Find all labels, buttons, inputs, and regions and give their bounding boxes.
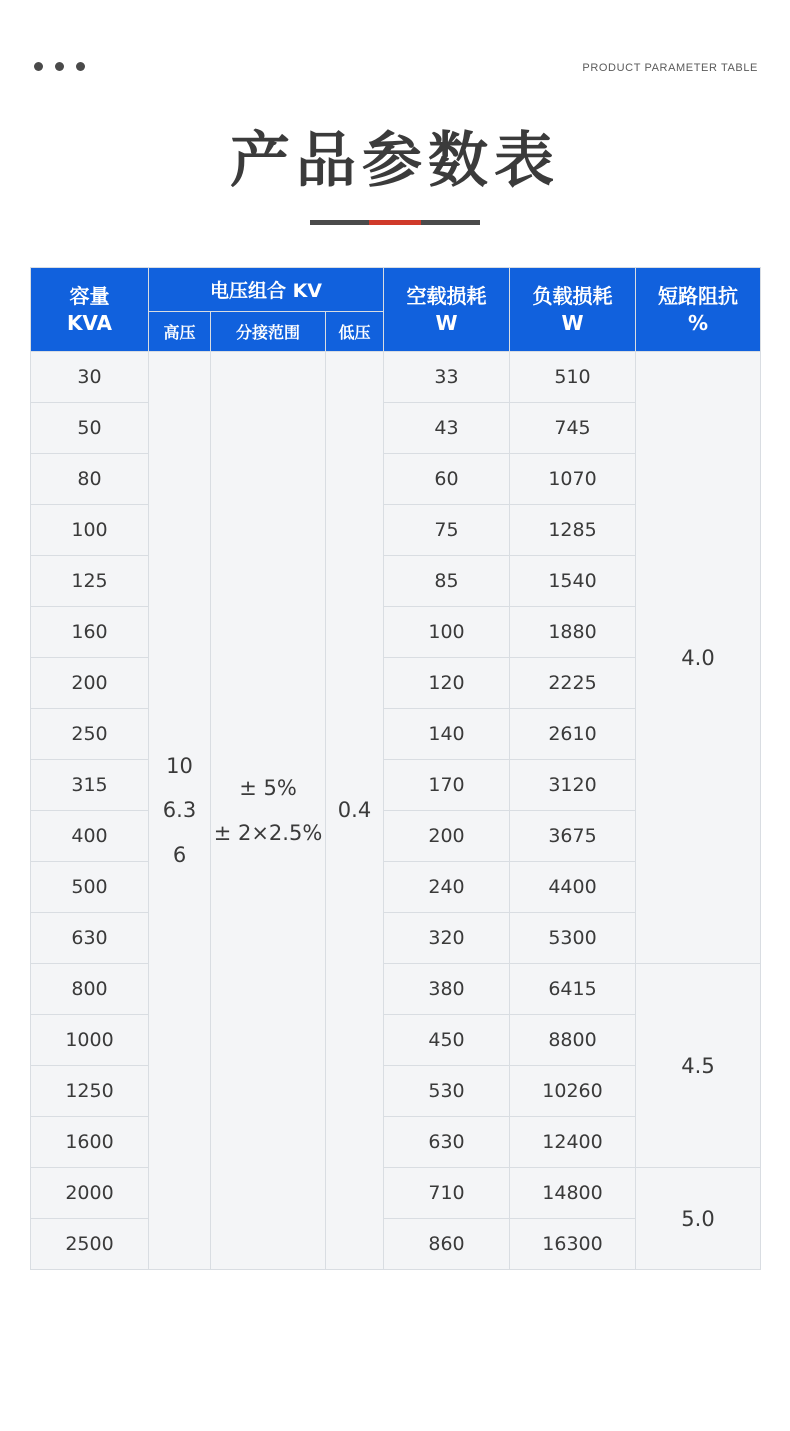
header-hv: 高压 [149, 312, 211, 352]
title-divider [310, 220, 480, 225]
header-load-line1: 负载损耗 [532, 283, 613, 308]
tap-value: ± 2×2.5% [213, 820, 323, 845]
header-no-load-line2: W [435, 310, 458, 335]
header-tap-range: 分接范围 [211, 312, 326, 352]
cell-impedance: 4.0 [636, 352, 761, 964]
hv-value: 10 [166, 754, 193, 779]
cell-load-loss: 8800 [510, 1015, 636, 1066]
header-load-loss [510, 268, 636, 352]
table-row [31, 1168, 761, 1219]
header-no-load-line1: 空载损耗 [406, 283, 487, 308]
cell-no-load-loss: 170 [384, 760, 510, 811]
dot-icon [34, 62, 43, 71]
cell-no-load-loss: 33 [384, 352, 510, 403]
table-head [31, 268, 761, 352]
header-no-load-loss [384, 268, 510, 352]
table-body [31, 352, 761, 1270]
table-row [31, 964, 761, 1015]
cell-capacity: 2500 [31, 1219, 149, 1270]
cell-load-loss: 1540 [510, 556, 636, 607]
cell-tap-range [211, 352, 326, 1270]
header-capacity [31, 268, 149, 352]
cell-capacity: 1600 [31, 1117, 149, 1168]
cell-capacity: 800 [31, 964, 149, 1015]
cell-load-loss: 10260 [510, 1066, 636, 1117]
cell-no-load-loss: 380 [384, 964, 510, 1015]
cell-hv-values [149, 352, 211, 1270]
cell-load-loss: 16300 [510, 1219, 636, 1270]
cell-capacity: 80 [31, 454, 149, 505]
cell-capacity: 400 [31, 811, 149, 862]
hv-value: 6.3 [162, 798, 197, 823]
decorative-dots [34, 62, 85, 71]
cell-load-loss: 14800 [510, 1168, 636, 1219]
eyebrow-text: PRODUCT PARAMETER TABLE [582, 62, 758, 74]
cell-no-load-loss: 75 [384, 505, 510, 556]
header-capacity-line1: 容量 [69, 283, 110, 308]
cell-lv-value: 0.4 [326, 352, 384, 1270]
cell-load-loss: 1285 [510, 505, 636, 556]
cell-load-loss: 5300 [510, 913, 636, 964]
cell-capacity: 1250 [31, 1066, 149, 1117]
page-title: 产品参数表 [230, 126, 560, 196]
cell-load-loss: 1880 [510, 607, 636, 658]
cell-no-load-loss: 710 [384, 1168, 510, 1219]
header-voltage-group: 电压组合 KV [149, 268, 384, 312]
cell-no-load-loss: 450 [384, 1015, 510, 1066]
cell-load-loss: 6415 [510, 964, 636, 1015]
cell-load-loss: 12400 [510, 1117, 636, 1168]
cell-capacity: 2000 [31, 1168, 149, 1219]
header-load-line2: W [561, 310, 584, 335]
cell-capacity: 315 [31, 760, 149, 811]
cell-capacity: 500 [31, 862, 149, 913]
cell-impedance: 4.5 [636, 964, 761, 1168]
cell-impedance: 5.0 [636, 1168, 761, 1270]
page-header [0, 0, 790, 110]
cell-no-load-loss: 530 [384, 1066, 510, 1117]
cell-no-load-loss: 120 [384, 658, 510, 709]
cell-load-loss: 745 [510, 403, 636, 454]
cell-no-load-loss: 100 [384, 607, 510, 658]
cell-load-loss: 2225 [510, 658, 636, 709]
cell-no-load-loss: 200 [384, 811, 510, 862]
cell-capacity: 160 [31, 607, 149, 658]
cell-load-loss: 2610 [510, 709, 636, 760]
cell-no-load-loss: 140 [384, 709, 510, 760]
cell-capacity: 200 [31, 658, 149, 709]
cell-capacity: 100 [31, 505, 149, 556]
cell-capacity: 1000 [31, 1015, 149, 1066]
cell-load-loss: 3675 [510, 811, 636, 862]
cell-load-loss: 1070 [510, 454, 636, 505]
dot-icon [76, 62, 85, 71]
cell-no-load-loss: 240 [384, 862, 510, 913]
dot-icon [55, 62, 64, 71]
table-row [31, 352, 761, 403]
title-block [0, 128, 790, 225]
header-capacity-line2: KVA [66, 310, 113, 335]
parameter-table [30, 267, 761, 1270]
cell-no-load-loss: 630 [384, 1117, 510, 1168]
cell-no-load-loss: 320 [384, 913, 510, 964]
header-lv: 低压 [326, 312, 384, 352]
cell-capacity: 50 [31, 403, 149, 454]
parameter-table-container [30, 267, 760, 1270]
cell-no-load-loss: 60 [384, 454, 510, 505]
cell-no-load-loss: 860 [384, 1219, 510, 1270]
cell-capacity: 125 [31, 556, 149, 607]
cell-load-loss: 3120 [510, 760, 636, 811]
tap-value: ± 5% [239, 776, 297, 801]
divider-accent [369, 220, 421, 225]
cell-capacity: 30 [31, 352, 149, 403]
cell-capacity: 630 [31, 913, 149, 964]
header-impedance-line1: 短路阻抗 [658, 283, 738, 308]
cell-no-load-loss: 43 [384, 403, 510, 454]
cell-load-loss: 510 [510, 352, 636, 403]
cell-no-load-loss: 85 [384, 556, 510, 607]
cell-load-loss: 4400 [510, 862, 636, 913]
header-impedance [636, 268, 761, 352]
header-impedance-line2: % [687, 310, 709, 335]
hv-value: 6 [172, 842, 187, 867]
cell-capacity: 250 [31, 709, 149, 760]
table-header-row-1 [31, 268, 761, 312]
